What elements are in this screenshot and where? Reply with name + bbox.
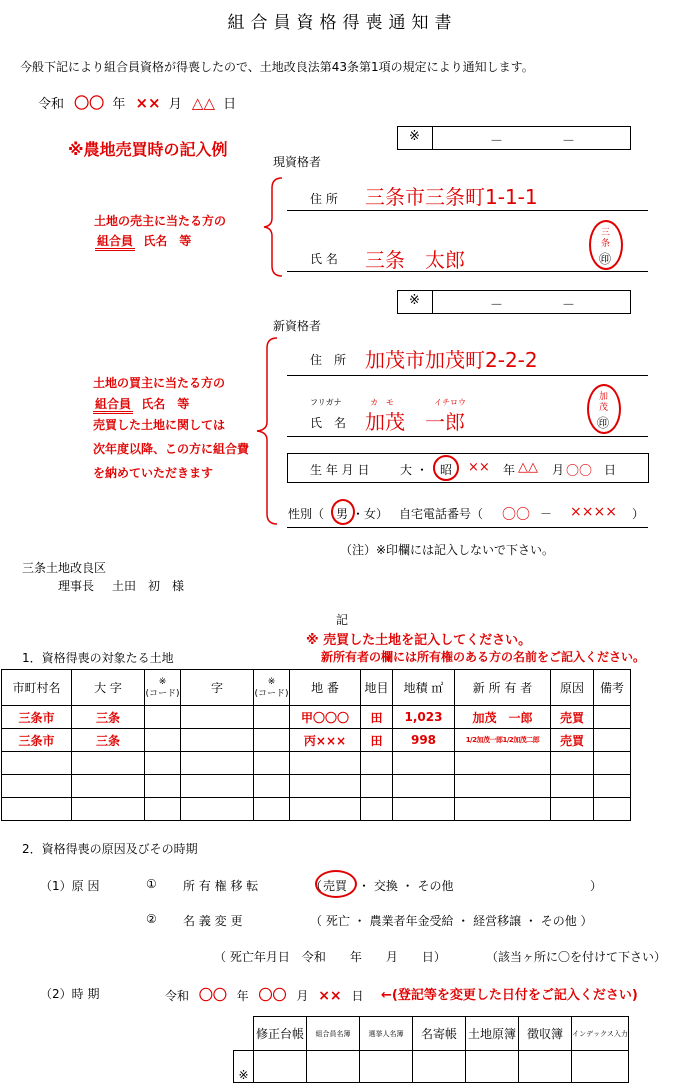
new-heading: 新資格者 (273, 319, 322, 333)
table-row (2, 775, 631, 798)
new-address-value: 加茂市加茂町2-2-2 (365, 348, 538, 372)
phone-label: 自宅電話番号（ (399, 507, 484, 521)
current-heading: 現資格者 (273, 155, 322, 169)
cause-circle (315, 870, 357, 898)
cause-options-2: （ 死亡 ・ 農業者年金受給 ・ 経営移譲 ・ その他 ） (310, 914, 593, 928)
section-1-heading: 1．資格得喪の対象たる土地 (22, 651, 174, 665)
birth-era-circle (433, 455, 459, 481)
period-label: （2）時 期 (40, 987, 100, 1001)
col-header: 大 字 (72, 670, 145, 706)
stamp-table (233, 1016, 629, 1083)
current-name-line (287, 271, 648, 272)
col-header: 原因 (551, 670, 594, 706)
land-table (1, 669, 631, 821)
new-note-line4: 次年度以降、この方に組合費 (93, 442, 250, 456)
col-header: 地目 (361, 670, 393, 706)
gender-male: 男 (336, 507, 349, 521)
current-name-value: 三条 太郎 (365, 248, 465, 272)
id-box-new: ※ － － (397, 290, 631, 314)
current-bracket-icon (262, 176, 284, 278)
new-note-line3: 売買した土地に関しては (93, 418, 226, 432)
new-bracket-icon (255, 336, 279, 526)
period-date: 令和 〇〇 年 〇〇 月 ×× 日 (165, 988, 364, 1004)
new-note-line1: 土地の買主に当たる方の (93, 376, 226, 390)
addressee-title: 理事長 (58, 579, 95, 593)
current-name-label: 氏 名 (310, 252, 338, 266)
gender-phone-row: 性別（ (288, 507, 325, 521)
current-address-value: 三条市三条町1-1-1 (365, 185, 538, 209)
table-row: 三条市 三条 丙××× 田 998 1/2加茂一郎1/2加茂二郎 売買 (2, 729, 631, 752)
seal-mark-icon: ㊞ (599, 252, 612, 266)
col-header: 字 (181, 670, 254, 706)
col-header: 市町村名 (2, 670, 72, 706)
table-header-row (2, 670, 631, 706)
cause-item-2: 名 義 変 更 (183, 914, 243, 928)
period-note: ←(登記等を変更した日付をご記入ください) (381, 988, 638, 1003)
notice-date: 令和 〇〇 年 ×× 月 △△ 日 (38, 94, 237, 112)
current-address-line (287, 210, 648, 211)
birth-era-selected: 昭 (440, 463, 453, 477)
instruction-1: ※ 売買した土地を記入してください。 (306, 633, 532, 648)
instruction-2: 新所有者の欄には所有権のある方の名前をご記入ください。 (321, 650, 646, 664)
birth-date-box: 生 年 月 日 大 ・ 昭 ×× 年 △△ 月 〇〇 日 (287, 453, 649, 483)
addressee-name: 土田 初 様 (112, 579, 185, 593)
col-header: ※ (コード) (145, 670, 181, 706)
col-header: 地積 ㎡ (393, 670, 455, 706)
cause-label: （1）原 因 (40, 879, 100, 893)
stamp-header-row: 修正台帳 組合員名簿 選挙人名簿 名寄帳 土地原簿 徴収簿 インデックス入力 (234, 1017, 629, 1051)
current-note-line2: 組合員 氏名 等 (95, 232, 191, 249)
intro-text: 今般下記により組合員資格が得喪したので、土地改良法第43条第1項の規定により通知します。 (20, 60, 534, 74)
new-seal: 加茂 ㊞ (587, 384, 621, 434)
new-address-line (287, 375, 648, 376)
section-2-heading: 2．資格得喪の原因及びその時期 (22, 842, 198, 856)
current-address-label: 住 所 (310, 192, 338, 206)
cause-hint: （該当ヶ所に〇を付けて下さい） (486, 950, 667, 964)
col-header: ※ (コード) (254, 670, 290, 706)
col-header: 地 番 (290, 670, 361, 706)
new-note-line2: 組合員 氏名 等 (93, 395, 189, 412)
id-box-current: ※ － － (397, 126, 631, 150)
stamp-body-row: ※ (234, 1051, 629, 1083)
new-furigana-last: カ モ (370, 398, 394, 407)
new-furigana-label: フリガナ (310, 398, 342, 407)
current-seal: 三条 ㊞ (589, 220, 623, 270)
gender-female: ・女） (352, 507, 389, 521)
current-note-line1: 土地の売主に当たる方の (94, 214, 227, 228)
gender-line (287, 527, 648, 528)
cause-selected: 売買 (323, 879, 348, 893)
col-header: 備考 (594, 670, 631, 706)
seal-mark-icon: ㊞ (597, 416, 610, 430)
table-row (2, 752, 631, 775)
page-title: 組合員資格得喪通知書 (227, 13, 458, 33)
seal-note: （注）※印欄には記入しないで下さい。 (340, 543, 555, 557)
table-row (2, 798, 631, 821)
example-label: ※農地売買時の記入例 (68, 140, 228, 159)
new-address-label: 住 所 (310, 353, 347, 367)
table-row: 三条市 三条 甲〇〇〇 田 1,023 加茂 一郎 売買 (2, 706, 631, 729)
death-date: （ 死亡年月日 令和 年 月 日） (214, 950, 446, 964)
new-furigana-first: イチロウ (434, 398, 466, 407)
col-header: 新 所 有 者 (455, 670, 551, 706)
addressee-district: 三条土地改良区 (22, 561, 107, 575)
new-name-line (287, 436, 648, 437)
new-note-line5: を納めていただきます (93, 466, 214, 480)
new-name-label: 氏 名 (310, 416, 347, 430)
new-name-value: 加茂 一郎 (365, 410, 465, 434)
ki-label: 記 (336, 613, 349, 627)
cause-item-1: 所 有 権 移 転 (183, 879, 259, 893)
phone-area: 〇〇 (502, 507, 530, 523)
phone-number: ×××× (570, 504, 617, 520)
